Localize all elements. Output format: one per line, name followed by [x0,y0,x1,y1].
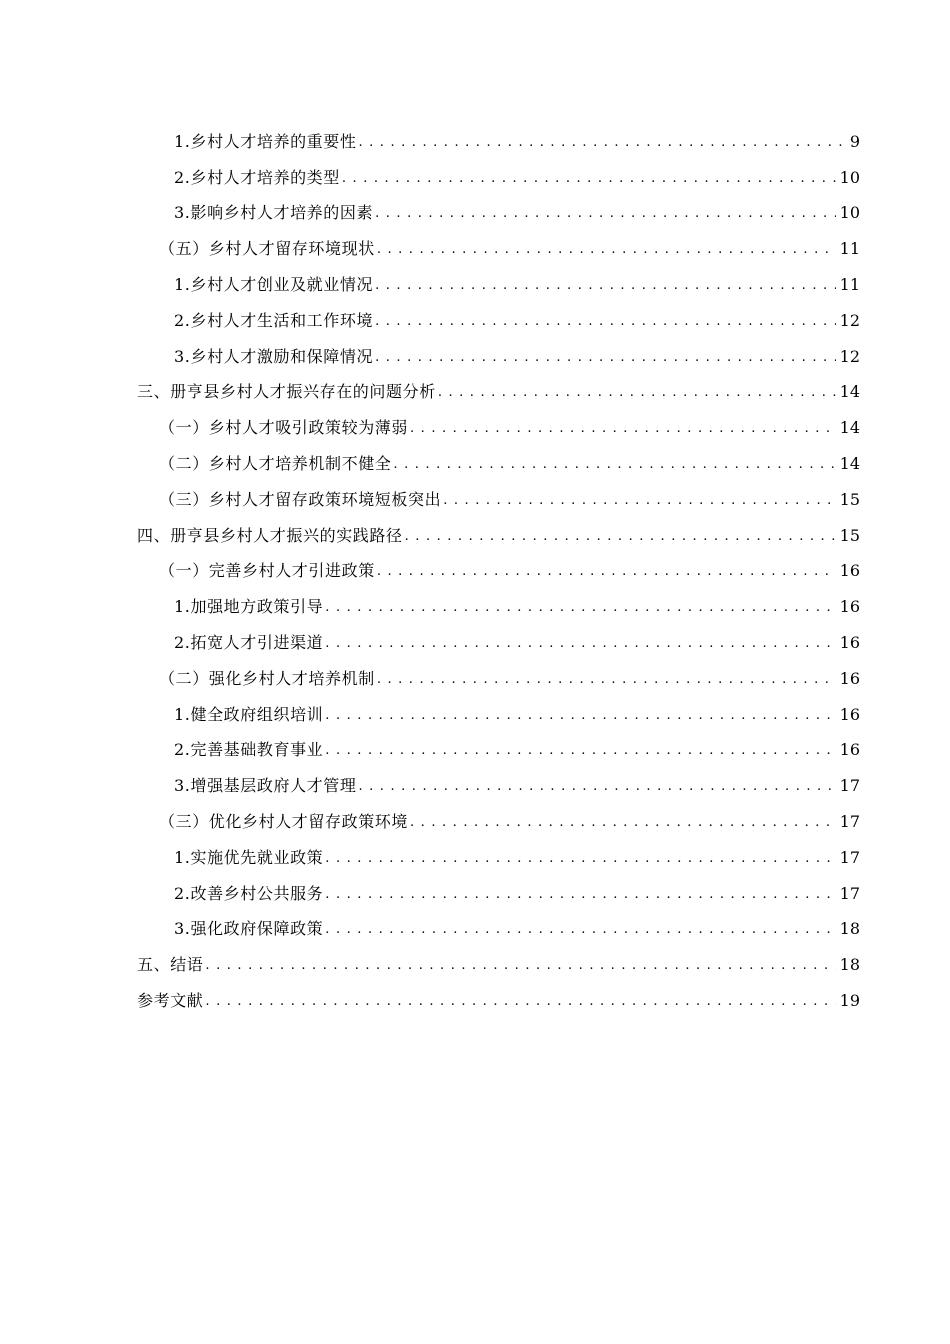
toc-entry-page-number: 16 [839,704,860,724]
toc-entry-title: 四、册亨县乡村人才振兴的实践路径 [137,525,403,545]
toc-entry-title: 1.加强地方政策引导 [174,597,324,617]
toc-dot-leader [405,526,836,546]
toc-entry-page-number: 14 [839,454,860,474]
toc-entry-title: 三、册亨县乡村人才振兴存在的问题分析 [137,382,436,402]
toc-entry[interactable] [0,196,950,232]
toc-entry-page-number: 9 [849,131,860,151]
toc-entry[interactable] [0,733,950,769]
toc-entry-page-number: 14 [839,418,860,438]
toc-entry-page-number: 16 [839,740,860,760]
toc-entry-title: 1.实施优先就业政策 [174,847,324,867]
toc-dot-leader [358,776,835,796]
table-of-contents [0,124,950,1019]
toc-dot-leader [205,991,835,1011]
toc-dot-leader [375,347,836,367]
toc-entry-page-number: 11 [839,275,860,295]
toc-entry[interactable] [0,267,950,303]
toc-entry-title: 2.改善乡村公共服务 [174,883,324,903]
toc-dot-leader [325,884,835,904]
toc-entry-page-number: 16 [839,633,860,653]
toc-dot-leader [375,203,836,223]
toc-entry-page-number: 19 [839,991,860,1011]
toc-entry[interactable] [0,625,950,661]
toc-entry-title: 参考文献 [137,991,204,1011]
toc-dot-leader [377,669,836,689]
toc-entry-title: 2.乡村人才生活和工作环境 [174,310,374,330]
toc-entry[interactable] [0,661,950,697]
toc-entry[interactable] [0,339,950,375]
toc-entry-title: 3.乡村人才激励和保障情况 [174,346,374,366]
toc-entry-page-number: 17 [839,847,860,867]
toc-dot-leader [393,454,835,474]
toc-entry-page-number: 12 [839,346,860,366]
toc-entry[interactable] [0,482,950,518]
toc-entry[interactable] [0,840,950,876]
toc-entry-page-number: 10 [839,167,860,187]
toc-entry[interactable] [0,410,950,446]
toc-entry-title: （五）乡村人才留存环境现状 [159,239,375,259]
toc-entry[interactable] [0,231,950,267]
toc-entry-page-number: 16 [839,561,860,581]
toc-entry-title: （二）强化乡村人才培养机制 [159,668,375,688]
toc-entry-title: 1.乡村人才培养的重要性 [174,131,357,151]
toc-entry[interactable] [0,912,950,948]
toc-entry[interactable] [0,518,950,554]
toc-entry-title: （一）完善乡村人才引进政策 [159,561,375,581]
toc-dot-leader [325,705,835,725]
toc-entry-page-number: 16 [839,668,860,688]
toc-dot-leader [375,275,836,295]
toc-entry[interactable] [0,947,950,983]
toc-entry[interactable] [0,124,950,160]
toc-entry-page-number: 17 [839,812,860,832]
toc-entry[interactable] [0,697,950,733]
toc-dot-leader [342,168,836,188]
toc-entry-title: 1.乡村人才创业及就业情况 [174,275,374,295]
toc-entry-title: 五、结语 [137,955,204,975]
toc-dot-leader [410,812,836,832]
toc-entry[interactable] [0,554,950,590]
toc-entry-title: （一）乡村人才吸引政策较为薄弱 [159,418,409,438]
toc-entry-title: （二）乡村人才培养机制不健全 [159,454,392,474]
toc-entry-title: 1.健全政府组织培训 [174,704,324,724]
toc-dot-leader [325,597,835,617]
toc-entry-title: （三）优化乡村人才留存政策环境 [159,812,409,832]
toc-dot-leader [410,418,836,438]
toc-entry[interactable] [0,804,950,840]
toc-entry-title: 2.拓宽人才引进渠道 [174,633,324,653]
toc-entry-title: 3.强化政府保障政策 [174,919,324,939]
toc-entry-page-number: 10 [839,203,860,223]
toc-dot-leader [325,633,835,653]
toc-entry[interactable] [0,303,950,339]
toc-entry-page-number: 17 [839,776,860,796]
toc-entry-page-number: 11 [839,239,860,259]
toc-entry[interactable] [0,589,950,625]
toc-dot-leader [443,490,835,510]
toc-dot-leader [358,132,845,152]
toc-dot-leader [325,919,835,939]
toc-dot-leader [377,561,836,581]
toc-entry-page-number: 14 [839,382,860,402]
toc-entry-title: 2.完善基础教育事业 [174,740,324,760]
toc-entry[interactable] [0,160,950,196]
toc-entry[interactable] [0,876,950,912]
toc-entry-title: 2.乡村人才培养的类型 [174,167,340,187]
toc-entry[interactable] [0,983,950,1019]
toc-entry-page-number: 17 [839,883,860,903]
toc-entry-page-number: 16 [839,597,860,617]
toc-entry-title: （三）乡村人才留存政策环境短板突出 [159,489,442,509]
toc-dot-leader [205,955,835,975]
toc-dot-leader [438,382,836,402]
toc-dot-leader [377,239,836,259]
toc-entry-page-number: 15 [839,489,860,509]
toc-entry-page-number: 18 [839,955,860,975]
toc-entry[interactable] [0,768,950,804]
toc-entry[interactable] [0,375,950,411]
toc-dot-leader [325,740,835,760]
toc-dot-leader [325,848,835,868]
toc-entry-page-number: 15 [839,525,860,545]
toc-entry-title: 3.影响乡村人才培养的因素 [174,203,374,223]
toc-entry[interactable] [0,446,950,482]
toc-entry-title: 3.增强基层政府人才管理 [174,776,357,796]
toc-entry-page-number: 18 [839,919,860,939]
toc-entry-page-number: 12 [839,310,860,330]
toc-dot-leader [375,311,836,331]
